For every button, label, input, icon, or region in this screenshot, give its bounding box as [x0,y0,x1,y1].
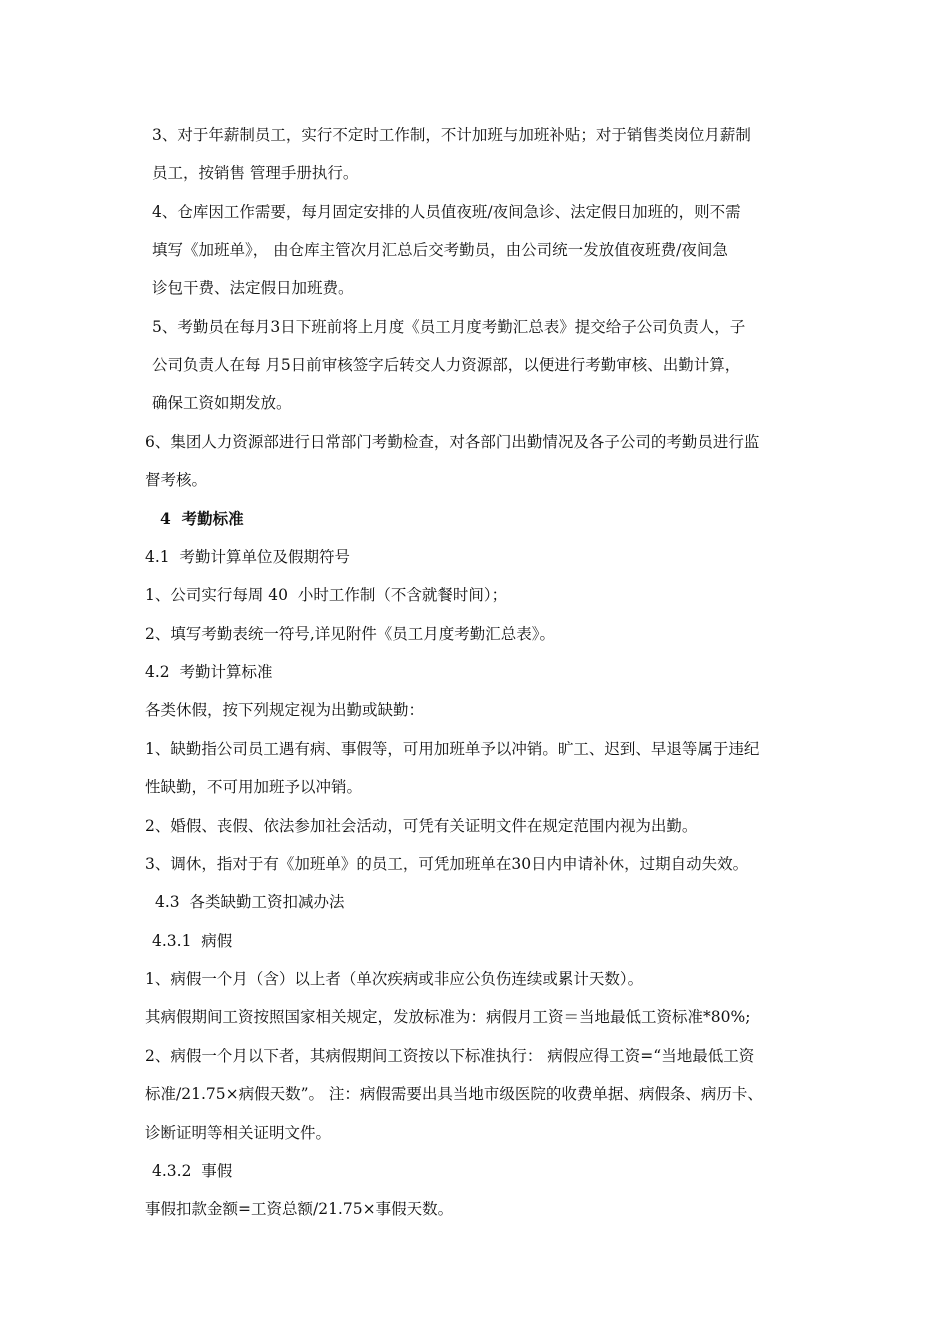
paragraph-line: 5、考勤员在每月3日下班前将上月度《员工月度考勤汇总表》提交给子公司负责人，子 [152,318,746,336]
paragraph-line: 标准/21.75×病假天数”。 注：病假需要出具当地市级医院的收费单据、病假条、病历卡、 [145,1085,763,1103]
subsection-heading: 4.2 考勤计算标准 [145,663,273,681]
paragraph-line: 2、填写考勤表统一符号,详见附件《员工月度考勤汇总表》。 [145,625,556,643]
paragraph-line: 3、调休，指对于有《加班单》的员工，可凭加班单在30日内申请补休，过期自动失效。 [145,855,749,873]
paragraph-line: 6、集团人力资源部进行日常部门考勤检查，对各部门出勤情况及各子公司的考勤员进行监 [145,433,760,451]
paragraph-line: 3、对于年薪制员工，实行不定时工作制，不计加班与加班补贴；对于销售类岗位月薪制 [152,126,751,144]
paragraph-line: 诊断证明等相关证明文件。 [145,1124,332,1142]
paragraph-line: 1、缺勤指公司员工遇有病、事假等，可用加班单予以冲销。旷工、迟到、早退等属于违纪 [145,740,760,758]
paragraph-line: 确保工资如期发放。 [152,394,292,412]
subsection-heading: 4.3 各类缺勤工资扣减办法 [155,893,345,911]
paragraph-line: 员工，按销售 管理手册执行。 [152,164,359,182]
paragraph-line: 各类休假，按下列规定视为出勤或缺勤： [145,701,425,719]
paragraph-line: 公司负责人在每 月5日前审核签字后转交人力资源部，以便进行考勤审核、出勤计算， [152,356,741,374]
paragraph-line: 诊包干费、法定假日加班费。 [152,279,354,297]
subsection-heading: 4.1 考勤计算单位及假期符号 [145,548,351,566]
paragraph-line: 其病假期间工资按照国家相关规定，发放标准为：病假月工资＝当地最低工资标准*80%; [145,1008,751,1026]
paragraph-line: 2、病假一个月以下者，其病假期间工资按以下标准执行： 病假应得工资=“当地最低工资 [145,1047,755,1065]
paragraph-line: 2、婚假、丧假、依法参加社会活动，可凭有关证明文件在规定范围内视为出勤。 [145,817,698,835]
paragraph-line: 填写《加班单》， 由仓库主管次月汇总后交考勤员，由公司统一发放值夜班费/夜间急 [152,241,728,259]
paragraph-line: 1、病假一个月（含）以上者（单次疾病或非应公负伤连续或累计天数）。 [145,970,644,988]
paragraph-line: 4、仓库因工作需要，每月固定安排的人员值夜班/夜间急诊、法定假日加班的，则不需 [152,203,741,221]
paragraph-line: 性缺勤，不可用加班予以冲销。 [145,778,363,796]
subsection-heading: 4.3.2 事假 [152,1162,233,1180]
section-heading: 4 考勤标准 [160,509,244,528]
subsection-heading: 4.3.1 病假 [152,932,233,950]
paragraph-line: 督考核。 [145,471,208,489]
paragraph-line: 事假扣款金额=工资总额/21.75×事假天数。 [145,1200,454,1218]
paragraph-line: 1、公司实行每周 40 小时工作制（不含就餐时间）； [145,586,508,604]
